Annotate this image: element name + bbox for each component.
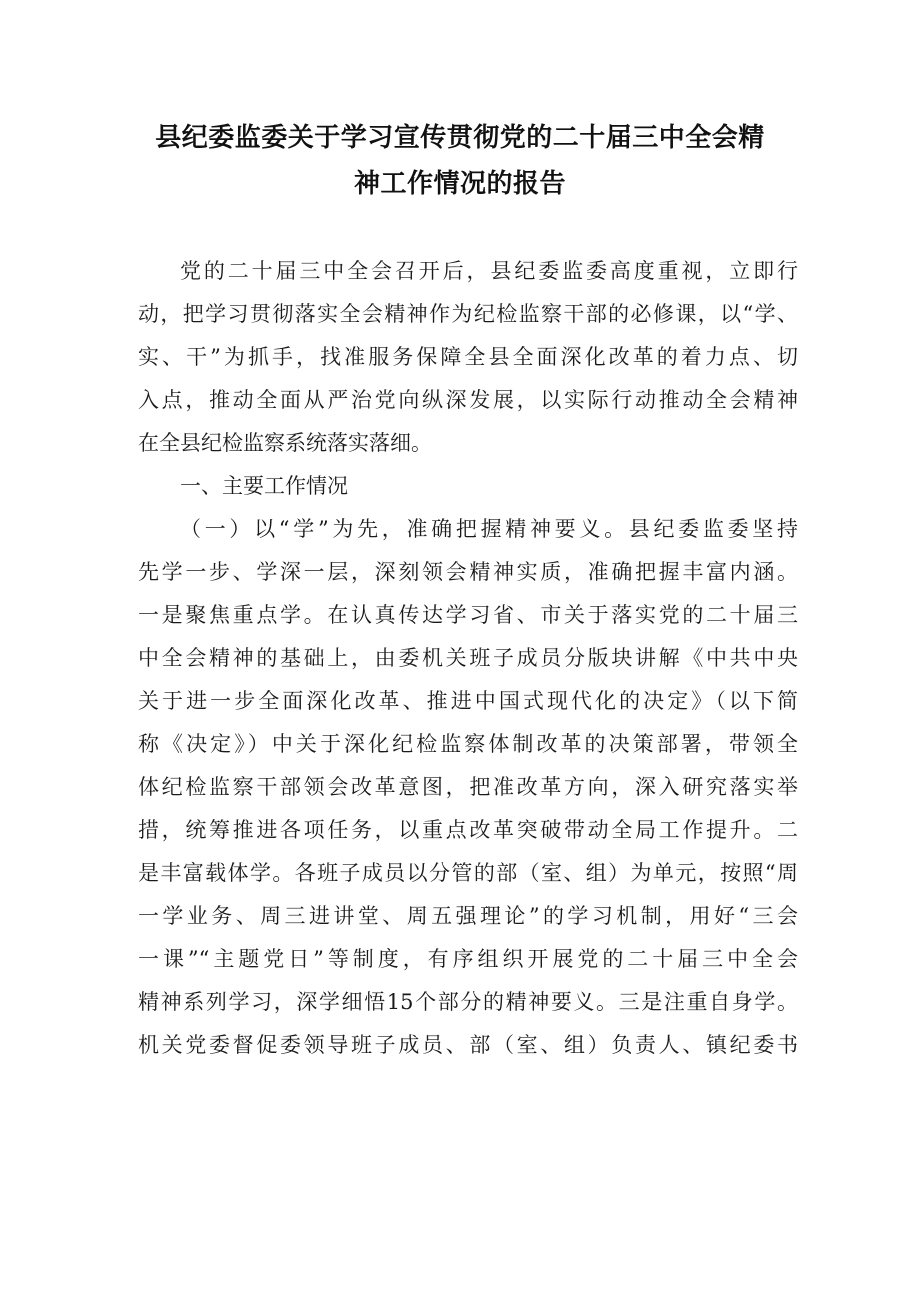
section-heading: 一、主要工作情况 <box>180 474 348 498</box>
paragraph-line: 称《决定》）中关于深化纪检监察体制改革的决策部署，带领全 <box>138 732 798 756</box>
paragraph-intro <box>138 250 798 465</box>
paragraph-line: 入点，推动全面从严治党向纵深发展，以实际行动推动全会精神 <box>138 388 798 412</box>
paragraph-line: 在全县纪检监察系统落实落细。 <box>138 431 432 455</box>
paragraph-line: 机关党委督促委领导班子成员、部（室、组）负责人、镇纪委书 <box>138 1033 798 1057</box>
paragraph-line: 党的二十届三中全会召开后，县纪委监委高度重视，立即行 <box>180 259 798 283</box>
paragraph-line: 关于进一步全面深化改革、推进中国式现代化的决定》（以下简 <box>138 689 798 713</box>
paragraph-section1-1 <box>138 508 798 1067</box>
title-line-1: 县纪委监委关于学习宣传贯彻党的二十届三中全会精 <box>155 123 765 153</box>
paragraph-line: 先学一步、学深一层，深刻领会精神实质，准确把握丰富内涵。 <box>138 560 798 584</box>
paragraph-line: （一）以“学”为先，准确把握精神要义。县纪委监委坚持 <box>180 517 798 541</box>
document-title <box>110 115 810 207</box>
paragraph-line: 措，统筹推进各项任务，以重点改革突破带动全局工作提升。二 <box>138 818 798 842</box>
paragraph-line: 一课”“主题党日”等制度，有序组织开展党的二十届三中全会 <box>138 947 798 971</box>
paragraph-line: 动，把学习贯彻落实全会精神作为纪检监察干部的必修课，以“学、 <box>138 302 798 326</box>
paragraph-line: 是丰富载体学。各班子成员以分管的部（室、组）为单元，按照“周 <box>138 861 798 885</box>
document-body <box>138 250 798 1067</box>
title-line-2: 神工作情况的报告 <box>353 169 566 199</box>
paragraph-line: 体纪检监察干部领会改革意图，把准改革方向，深入研究落实举 <box>138 775 798 799</box>
paragraph-line: 中全会精神的基础上，由委机关班子成员分版块讲解《中共中央 <box>138 646 798 670</box>
paragraph-line: 一是聚焦重点学。在认真传达学习省、市关于落实党的二十届三 <box>138 603 798 627</box>
paragraph-line: 一学业务、周三进讲堂、周五强理论”的学习机制，用好“三会 <box>138 904 798 928</box>
paragraph-line: 精神系列学习，深学细悟15个部分的精神要义。三是注重自身学。 <box>138 990 798 1014</box>
paragraph-line: 实、干”为抓手，找准服务保障全县全面深化改革的着力点、切 <box>138 345 798 369</box>
